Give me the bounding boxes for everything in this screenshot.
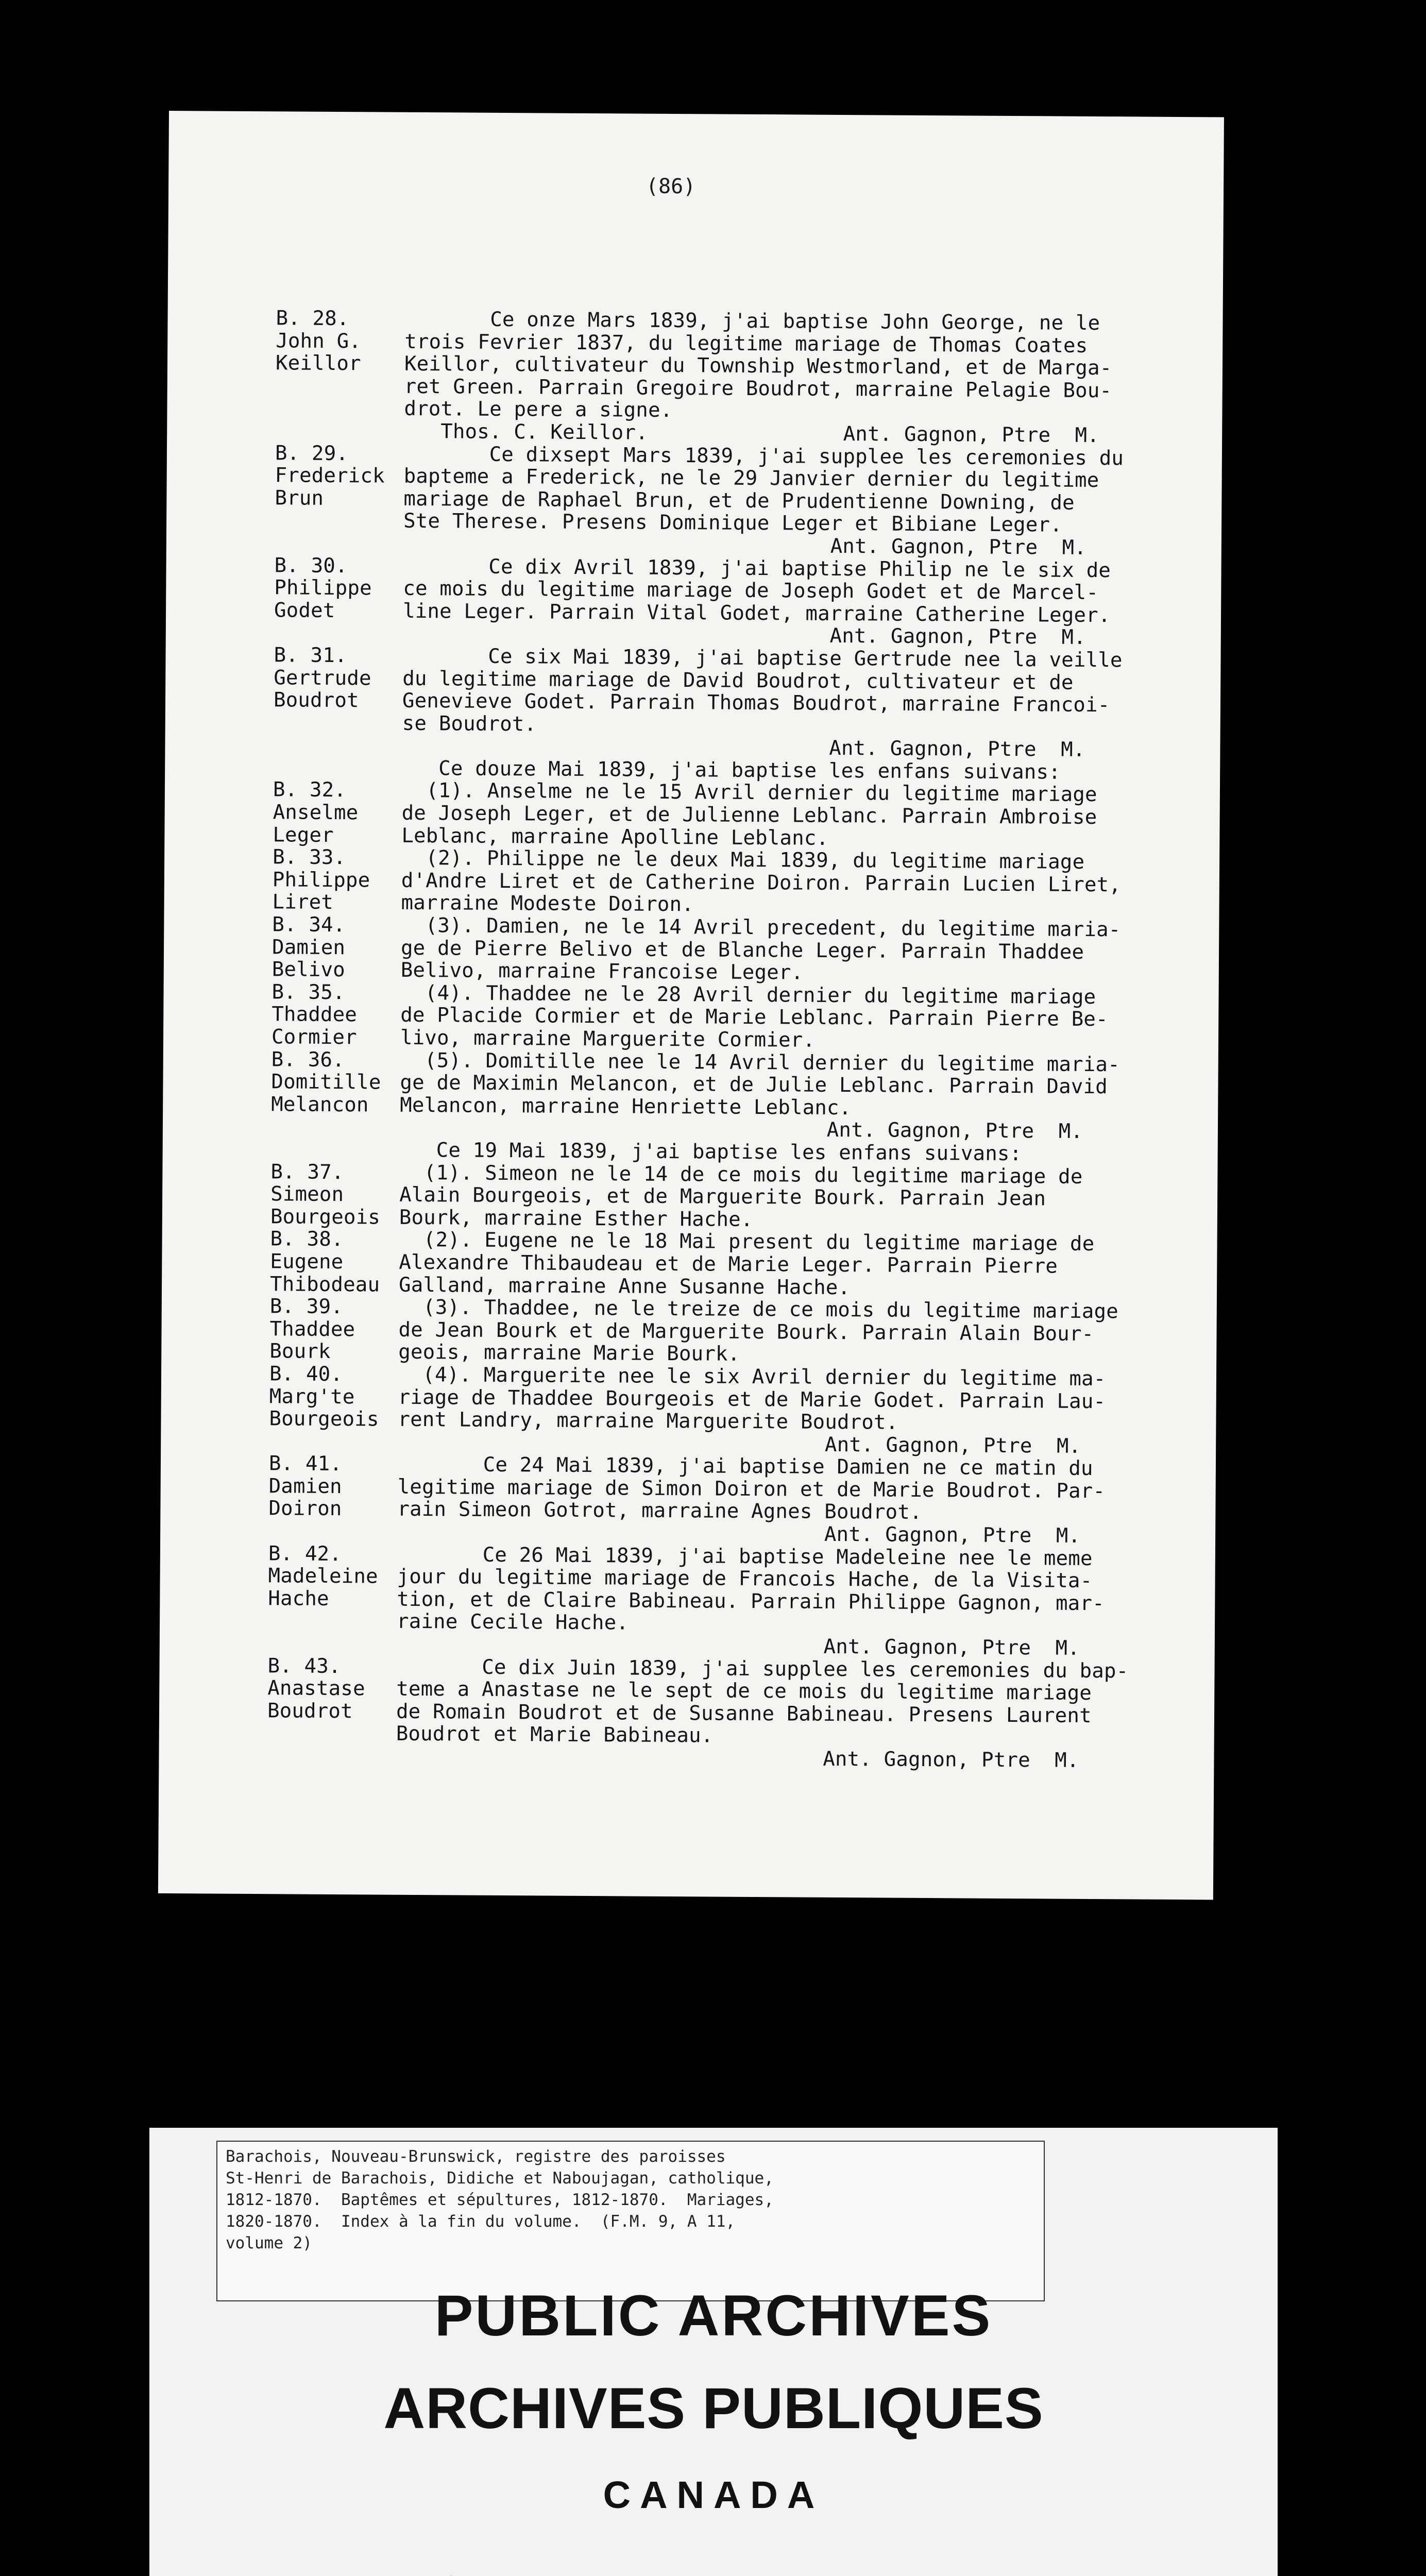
archives-french-title: ARCHIVES PUBLIQUES (383, 2376, 1044, 2441)
entry-text: Genevieve Godet. Parrain Thomas Boudrot, marraine Francoi- (402, 689, 1110, 717)
entry-text: livo, marraine Marguerite Cormier. (400, 1026, 816, 1052)
catalog-slip-line: 1812-1870. Baptêmes et sépultures, 1812-1870. Mariages, (226, 2191, 774, 2209)
margin-note: B. 42. (268, 1541, 342, 1566)
entry-text: Ce douze Mai 1839, j'ai baptise les enfans suivans: (402, 756, 1061, 784)
margin-note: Melancon (271, 1093, 369, 1117)
margin-note: Doiron (268, 1497, 342, 1521)
margin-note: Domitille (271, 1070, 381, 1094)
archives-english-title: PUBLIC ARCHIVES (434, 2283, 993, 2348)
margin-note: Thaddee (271, 1003, 358, 1027)
margin-note: Gertrude (274, 666, 371, 690)
entry-text: Belivo, marraine Francoise Leger. (400, 958, 804, 985)
entry-text: (5). Domitille nee le 14 Avril dernier du legitime maria- (400, 1048, 1120, 1076)
entry-text: rain Simeon Gotrot, marraine Agnes Boudrot. (397, 1498, 922, 1524)
margin-note: B. 28. (276, 307, 349, 331)
entry-text: Ant. Gagnon, Ptre M. (402, 622, 1087, 650)
entry-text: ret Green. Parrain Gregoire Boudrot, marraine Pelagie Bou- (404, 375, 1112, 402)
margin-note: B. 34. (272, 913, 346, 937)
entry-text: jour du legitime mariage de Francois Hache, de la Visita- (397, 1565, 1093, 1593)
entry-text: teme a Anastase ne le sept de ce mois du legitime mariage (396, 1677, 1092, 1705)
register-page (158, 111, 1224, 1900)
entry-text: (1). Simeon ne le 14 de ce mois du legitime mariage de (399, 1161, 1083, 1189)
margin-note: Anselme (273, 801, 359, 825)
register-line (267, 1744, 1184, 1772)
margin-note: Bourgeois (270, 1205, 381, 1229)
entry-text: (2). Philippe ne le deux Mai 1839, du legitime mariage (401, 846, 1085, 874)
margin-note: Anastase (267, 1676, 365, 1701)
entry-text: Ce 24 Mai 1839, j'ai baptise Damien ne ce matin du (397, 1453, 1093, 1481)
entry-text: bapteme a Frederick, ne le 29 Janvier dernier du legitime (403, 464, 1099, 493)
margin-note: Philippe (272, 868, 370, 892)
entry-text: Ce 26 Mai 1839, j'ai baptise Madeleine nee le meme (397, 1543, 1093, 1570)
entry-text: Ant. Gagnon, Ptre M. (396, 1632, 1080, 1660)
entry-text: Ste Therese. Presens Dominique Leger et Bibiane Leger. (403, 510, 1062, 537)
catalog-slip-line: St-Henri de Barachois, Didiche et Naboujagan, catholique, (226, 2169, 774, 2188)
margin-note: B. 39. (269, 1295, 344, 1319)
entry-text: se Boudrot. (402, 711, 537, 736)
entry-text: Ant. Gagnon, Ptre M. (402, 734, 1085, 762)
entry-text: legitime mariage de Simon Doiron et de Marie Boudrot. Par- (397, 1475, 1106, 1503)
entry-text: de Romain Boudrot et de Susanne Babineau. Presens Laurent (396, 1700, 1092, 1727)
entry-text: (3). Damien, ne le 14 Avril precedent, du legitime maria- (401, 913, 1121, 942)
entry-text: Ce dix Juin 1839, j'ai supplee les ceremonies du bap- (396, 1655, 1129, 1683)
entry-text: (2). Eugene ne le 18 Mai present du legitime mariage de (399, 1228, 1095, 1256)
margin-note: Boudrot (273, 688, 359, 713)
archives-country: CANADA (603, 2473, 824, 2516)
entry-text: Ant. Gagnon, Ptre M. (397, 1520, 1081, 1548)
entry-text: marraine Modeste Doiron. (401, 891, 694, 917)
entry-text: rent Landry, marraine Marguerite Boudrot. (398, 1408, 898, 1434)
entry-text: trois Fevrier 1837, du legitime mariage de Thomas Coates (404, 330, 1088, 358)
margin-note: Philippe (274, 576, 372, 600)
entry-text: de Joseph Leger, et de Julienne Leblanc. Parrain Ambroise (401, 801, 1097, 829)
margin-note: Thaddee (269, 1317, 355, 1341)
margin-note: B. 36. (271, 1047, 345, 1072)
entry-text: ge de Pierre Belivo et de Blanche Leger. Parrain Thaddee (400, 936, 1084, 964)
margin-note: Damien (268, 1475, 342, 1498)
margin-note: B. 35. (271, 980, 345, 1004)
entry-text: Ce dixsept Mars 1839, j'ai supplee les ceremonies du (403, 442, 1124, 470)
margin-note: Belivo (271, 958, 346, 982)
entry-text: ce mois du legitime mariage de Joseph Godet et de Marcel- (403, 577, 1099, 605)
catalog-slip-line: volume 2) (226, 2234, 312, 2252)
margin-note: Liret (272, 890, 334, 914)
entry-text: raine Cecile Hache. (396, 1610, 629, 1635)
entry-text: Bourk, marraine Esther Hache. (399, 1206, 753, 1231)
margin-note: Cormier (271, 1025, 357, 1049)
page-number: (86) (646, 174, 696, 199)
register-entries (267, 307, 1193, 1772)
margin-note: Simeon (270, 1182, 344, 1207)
margin-note: Frederick (275, 464, 385, 488)
entry-text: Ce dix Avril 1839, j'ai baptise Philip ne le six de (403, 554, 1111, 582)
entry-text: (4). Thaddee ne le 28 Avril dernier du legitime mariage (400, 981, 1096, 1009)
margin-note: B. 30. (274, 553, 348, 578)
margin-note: Thibodeau (269, 1272, 380, 1297)
entry-text: d'Andre Liret et de Catherine Doiron. Parrain Lucien Liret, (401, 869, 1122, 897)
margin-note: Godet (274, 598, 335, 622)
margin-note: Bourgeois (269, 1407, 379, 1431)
margin-note: Marg'te (269, 1384, 355, 1409)
margin-note: Boudrot (267, 1699, 353, 1723)
entry-text: de Placide Cormier et de Marie Leblanc. Parrain Pierre Be- (400, 1004, 1108, 1031)
entry-text: drot. Le pere a signe. (404, 397, 673, 422)
entry-text: du legitime mariage de David Boudrot, cultivateur et de (402, 667, 1074, 694)
entry-text: Ce onze Mars 1839, j'ai baptise John George, ne le (404, 307, 1100, 335)
margin-note: B. 37. (270, 1160, 344, 1184)
entry-text: (4). Marguerite nee le six Avril dernier du legitime ma- (398, 1363, 1106, 1391)
entry-text: tion, et de Claire Babineau. Parrain Philippe Gagnon, mar- (397, 1587, 1105, 1615)
entry-text: Ant. Gagnon, Ptre M. (403, 532, 1087, 560)
catalog-slip (216, 2141, 1045, 2301)
entry-text: Ce six Mai 1839, j'ai baptise Gertrude nee la veille (402, 644, 1123, 672)
margin-note: B. 33. (273, 845, 346, 870)
entry-text: mariage de Raphael Brun, et de Prudentienne Downing, de (403, 487, 1075, 515)
margin-note: Brun (275, 486, 324, 510)
margin-note: B. 43. (267, 1654, 341, 1678)
catalog-slip-line: 1820-1870. Index à la fin du volume. (F.M. 9, A 11, (226, 2212, 736, 2231)
entry-text: Alexandre Thibaudeau et de Marie Leger. Parrain Pierre (399, 1250, 1058, 1278)
entry-text: Leblanc, marraine Apolline Leblanc. (401, 824, 829, 850)
margin-note: B. 32. (273, 778, 347, 802)
entry-text: Ce 19 Mai 1839, j'ai baptise les enfans suivans: (399, 1138, 1022, 1166)
margin-note: B. 38. (270, 1227, 344, 1251)
entry-text: Boudrot et Marie Babineau. (396, 1722, 714, 1748)
entry-text: Thos. C. Keillor. Ant. Gagnon, Ptre M. (404, 419, 1100, 448)
entry-text: line Leger. Parrain Vital Godet, marraine Catherine Leger. (402, 599, 1111, 627)
entry-text: Melancon, marraine Henriette Leblanc. (400, 1093, 852, 1120)
entry-text: de Jean Bourk et de Marguerite Bourk. Parrain Alain Bour- (398, 1318, 1094, 1346)
entry-text: Ant. Gagnon, Ptre M. (398, 1430, 1081, 1458)
entry-text: Keillor, cultivateur du Township Westmorland, et de Marga- (404, 352, 1112, 380)
margin-note: B. 40. (269, 1362, 343, 1386)
margin-note: Leger (273, 823, 334, 847)
margin-note: Hache (268, 1587, 329, 1611)
margin-note: B. 31. (274, 643, 347, 668)
margin-note: Damien (271, 935, 346, 959)
margin-note: B. 29. (275, 441, 349, 465)
entry-text: geois, marraine Marie Bourk. (398, 1341, 740, 1366)
entry-text: (3). Thaddee, ne le treize de ce mois du legitime mariage (398, 1295, 1119, 1324)
margin-note: Madeleine (268, 1564, 378, 1588)
margin-note: Keillor (275, 351, 361, 376)
catalog-slip-line: Barachois, Nouveau-Brunswick, registre des paroisses (226, 2147, 726, 2166)
entry-text: (1). Anselme ne le 15 Avril dernier du legitime mariage (401, 779, 1097, 807)
margin-note: B. 41. (268, 1452, 343, 1476)
margin-note: John G. (276, 329, 362, 353)
entry-text: riage de Thaddee Bourgeois et de Marie Godet. Parrain Lau- (398, 1385, 1106, 1413)
margin-note: Eugene (270, 1250, 344, 1274)
entry-text: Ant. Gagnon, Ptre M. (399, 1116, 1083, 1144)
margin-note: Bourk (269, 1340, 331, 1364)
pen-stroke-icon (448, 2571, 510, 2576)
entry-text: Alain Bourgeois, et de Marguerite Bourk. Parrain Jean (399, 1183, 1046, 1211)
entry-text: ge de Maximin Melancon, et de Julie Leblanc. Parrain David (400, 1071, 1108, 1099)
entry-text: Galland, marraine Anne Susanne Hache. (398, 1273, 851, 1299)
entry-text: Ant. Gagnon, Ptre M. (396, 1744, 1079, 1772)
